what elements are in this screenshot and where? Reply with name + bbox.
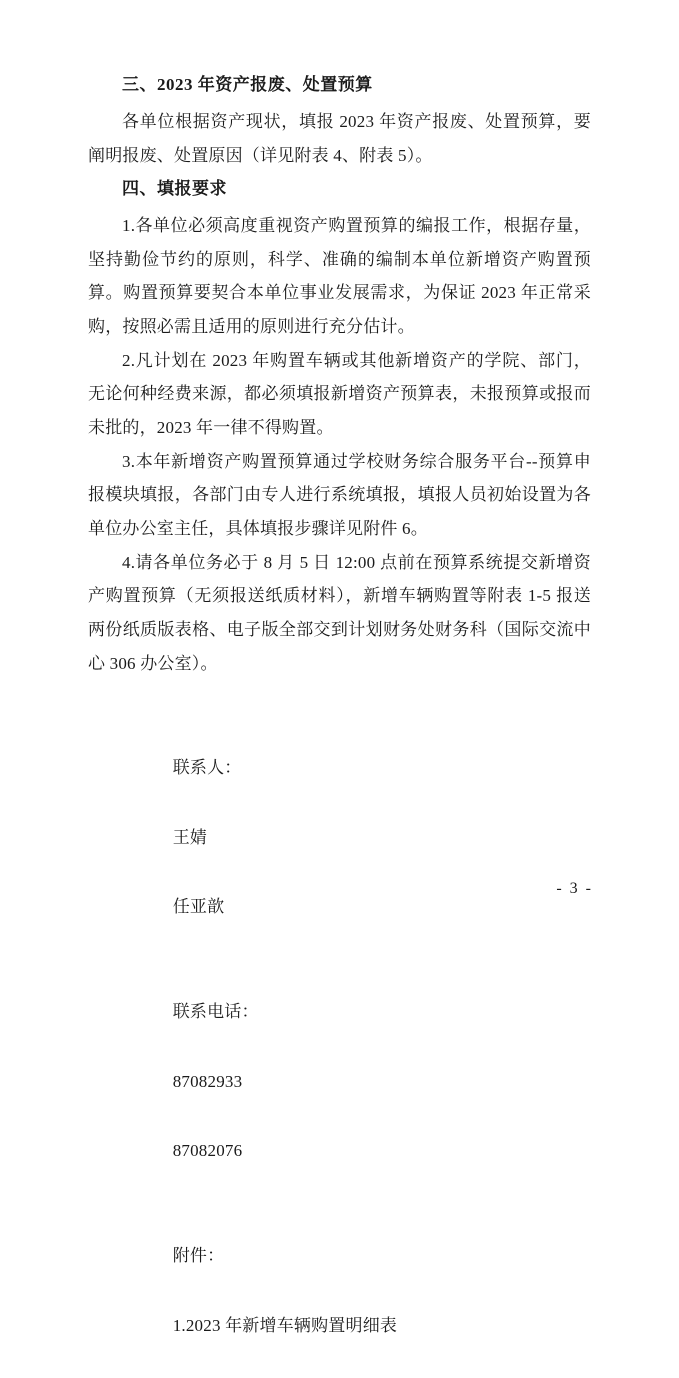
- contact-phone-row: [146, 960, 591, 1204]
- section-four-paragraph-3: 3.本年新增资产购置预算通过学校财务综合服务平台--预算申报模块填报，各部门由专人进行系统填报，填报人员初始设置为各单位办公室主任，具体填报步骤详见附件 6。: [88, 451, 591, 538]
- contact-phone-2: 87082076: [172, 1141, 243, 1161]
- page-number: - 3 -: [556, 880, 593, 897]
- section-four-paragraph-1: 1.各单位必须高度重视资产购置预算的编报工作，根据存量，坚持勤俭节约的原则，科学、准确的编制本单位新增资产购置预算。购置预算要契合本单位事业发展需求，为保证 2023 年正常采购，按照必需且适用的原则进行充分估计。: [88, 216, 591, 336]
- section-four-paragraph-2: 2.凡计划在 2023 年购置车辆或其他新增资产的学院、部门，无论何种经费来源，都必须填报新增资产预算表，未报预算或报而未批的，2023 年一律不得购置。: [88, 350, 591, 437]
- section-heading-three: 三、2023 年资产报废、处置预算: [122, 75, 373, 94]
- section-four-paragraph-4: 4.请各单位务必于 8 月 5 日 12:00 点前在预算系统提交新增资产购置预算（无须报送纸质材料），新增车辆购置等附表 1-5 报送两份纸质版表格、电子版全部交到计划财务处财务科（国际交流中心 306 办公室）。: [88, 552, 591, 673]
- contact-person-label: 联系人：: [172, 758, 242, 778]
- contact-phone-1: 87082933: [172, 1071, 243, 1091]
- contact-phone-label: 联系电话：: [172, 1001, 259, 1021]
- section-heading-four: 四、填报要求: [122, 178, 227, 198]
- attachment-label: 附件：: [172, 1245, 225, 1265]
- contact-person-name-1: 王婧: [172, 827, 208, 847]
- contact-block: [88, 716, 591, 1378]
- attachment-row: [146, 1204, 591, 1378]
- attachment-item-1: 1.2023 年新增车辆购置明细表: [172, 1315, 398, 1335]
- section-three-paragraph-1: 各单位根据资产现状，填报 2023 年资产报废、处置预算，要阐明报废、处置原因（详见附表 4、附表 5）。: [88, 112, 591, 165]
- contact-person-row: [146, 716, 591, 960]
- contact-person-name-2: 任亚歆: [172, 897, 225, 917]
